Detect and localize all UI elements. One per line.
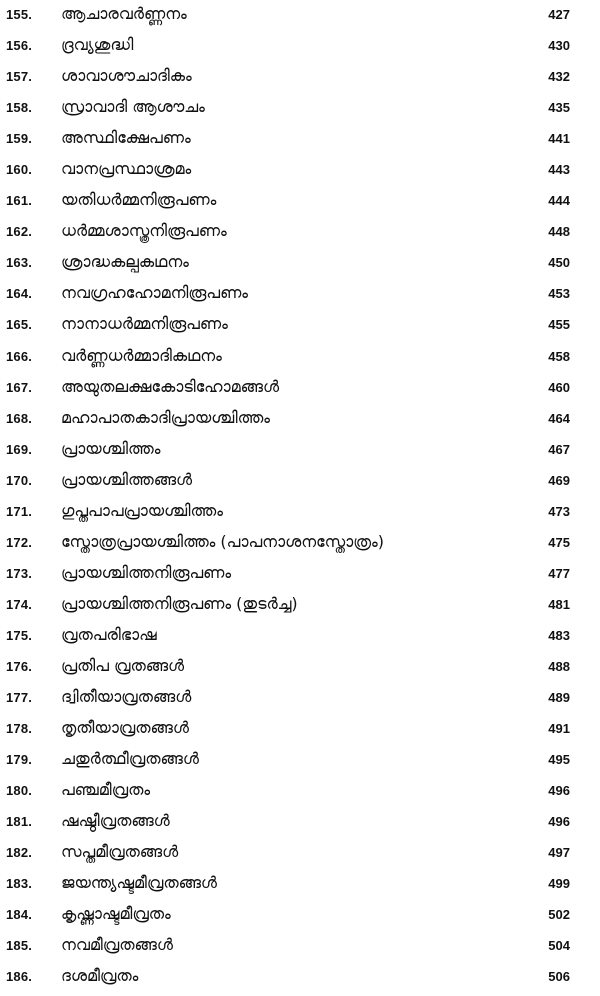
entry-number: 181. (6, 814, 33, 830)
entry-number: 182. (6, 845, 33, 861)
entry-title: നവഗ്രഹഹോമനിരൂപണം (61, 283, 248, 303)
entry-number: 163. (6, 255, 33, 271)
toc-entry (0, 157, 600, 188)
entry-page-number: 453 (548, 286, 570, 302)
entry-page-number: 475 (548, 534, 570, 550)
entry-title: സ്തോത്രപ്രായശ്ചിത്തം (പാപനാശനസ്തോത്രം) (61, 531, 384, 551)
toc-entry (0, 2, 600, 33)
entry-title: ധർമ്മശാസ്ത്രനിരൂപണം (61, 221, 227, 241)
entry-page-number: 435 (548, 100, 570, 116)
entry-number: 156. (6, 38, 33, 54)
entry-number: 157. (6, 69, 33, 85)
entry-page-number: 441 (548, 131, 570, 147)
entry-number: 179. (6, 752, 33, 768)
toc-entry (0, 685, 600, 716)
entry-title: പ്രായശ്ചിത്തം (61, 438, 161, 458)
entry-title: മഹാപാതകാദിപ്രായശ്ചിത്തം (61, 407, 271, 427)
entry-page-number: 496 (548, 783, 570, 799)
entry-title: ശാവാശൗചാദികം (61, 66, 192, 86)
entry-title: ദ്രവ്യശുദ്ധി (61, 35, 134, 55)
toc-entry (0, 499, 600, 530)
toc-entry (0, 344, 600, 375)
entry-number: 162. (6, 224, 33, 240)
entry-number: 166. (6, 348, 33, 364)
entry-title: ചതുർത്ഥീവ്രതങ്ങൾ (61, 749, 199, 769)
entry-title: ദശമീവ്രതം (61, 966, 139, 986)
entry-page-number: 483 (548, 627, 570, 643)
entry-title: പ്രായശ്ചിത്തനിരൂപണം (തുടർച്ച) (61, 593, 298, 613)
entry-page-number: 427 (548, 7, 570, 22)
entry-number: 169. (6, 441, 33, 457)
toc-entry (0, 592, 600, 623)
toc-entry (0, 654, 600, 685)
entry-number: 180. (6, 783, 33, 799)
entry-page-number: 469 (548, 472, 570, 488)
entry-page-number: 455 (548, 317, 570, 333)
entry-page-number: 460 (548, 379, 570, 395)
entry-number: 160. (6, 162, 33, 178)
entry-page-number: 450 (548, 255, 570, 271)
entry-title: സ്രാവാദി ആശൗചം (61, 97, 205, 117)
toc-entry (0, 64, 600, 95)
entry-number: 173. (6, 565, 33, 581)
entry-title: പ്രതിപ വ്രതങ്ങൾ (61, 655, 185, 675)
toc-entry (0, 468, 600, 499)
entry-title: പഞ്ചമീവ്രതം (61, 780, 151, 800)
entry-title: നാനാധർമ്മനിരൂപണം (61, 314, 228, 334)
entry-number: 176. (6, 658, 33, 674)
toc-entry (0, 933, 600, 964)
entry-title: വ്രതപരിഭാഷ (61, 624, 157, 644)
entry-page-number: 504 (548, 938, 570, 954)
entry-page-number: 489 (548, 690, 570, 706)
entry-number: 171. (6, 503, 33, 519)
entry-title: സപ്തമീവ്രതങ്ങൾ (61, 842, 179, 862)
entry-number: 164. (6, 286, 33, 302)
entry-page-number: 497 (548, 845, 570, 861)
entry-number: 170. (6, 472, 33, 488)
entry-page-number: 443 (548, 162, 570, 178)
toc-entry (0, 530, 600, 561)
toc-entry (0, 437, 600, 468)
entry-page-number: 467 (548, 441, 570, 457)
entry-number: 174. (6, 596, 33, 612)
toc-entry (0, 964, 600, 995)
entry-page-number: 444 (548, 193, 570, 209)
toc-entry (0, 312, 600, 343)
entry-page-number: 458 (548, 348, 570, 364)
entry-page-number: 473 (548, 503, 570, 519)
toc-entry (0, 375, 600, 406)
entry-number: 186. (6, 969, 33, 985)
entry-page-number: 464 (548, 410, 570, 426)
toc-entry (0, 902, 600, 933)
entry-number: 183. (6, 876, 33, 892)
toc-entry (0, 809, 600, 840)
entry-number: 175. (6, 627, 33, 643)
toc-entry (0, 778, 600, 809)
toc-entry (0, 716, 600, 747)
entry-page-number: 432 (548, 69, 570, 85)
entry-title: യതിധർമ്മനിരൂപണം (61, 190, 217, 210)
toc-entry (0, 871, 600, 902)
toc-entry (0, 561, 600, 592)
entry-number: 178. (6, 721, 33, 737)
entry-title: തൃതീയാവ്രതങ്ങൾ (61, 718, 189, 738)
entry-title: പ്രായശ്ചിത്തങ്ങൾ (61, 469, 193, 489)
entry-number: 172. (6, 534, 33, 550)
entry-title: ആചാരവർണ്ണനം (61, 4, 187, 23)
entry-number: 159. (6, 131, 33, 147)
entry-number: 185. (6, 938, 33, 954)
entry-number: 167. (6, 379, 33, 395)
entry-title: ഗുപ്തപാപപ്രായശ്ചിത്തം (61, 500, 223, 520)
toc-entry (0, 33, 600, 64)
toc-entry (0, 188, 600, 219)
entry-page-number: 506 (548, 969, 570, 985)
toc-entry (0, 281, 600, 312)
entry-title: അയുതലക്ഷകോടിഹോമങ്ങൾ (61, 376, 280, 396)
entry-title: വാനപ്രസ്ഥാശ്രമം (61, 159, 192, 179)
entry-page-number: 491 (548, 721, 570, 737)
entry-page-number: 488 (548, 658, 570, 674)
entry-page-number: 499 (548, 876, 570, 892)
entry-page-number: 496 (548, 814, 570, 830)
entry-page-number: 448 (548, 224, 570, 240)
entry-number: 184. (6, 907, 33, 923)
toc-entry (0, 747, 600, 778)
entry-page-number: 430 (548, 38, 570, 54)
entry-title: അസ്ഥിക്ഷേപണം (61, 128, 191, 148)
entry-page-number: 502 (548, 907, 570, 923)
entry-title: ഷഷ്ഠീവ്രതങ്ങൾ (61, 811, 170, 831)
entry-title: കൃഷ്ണാഷ്ടമീവ്രതം (61, 904, 171, 924)
table-of-contents (0, 2, 600, 996)
entry-title: ജയന്ത്യഷ്ടമീവ്രതങ്ങൾ (61, 873, 218, 893)
entry-title: വർണ്ണധർമ്മാദികഥനം (61, 345, 222, 365)
entry-title: പ്രായശ്ചിത്തനിരൂപണം (61, 562, 232, 582)
toc-entry (0, 623, 600, 654)
entry-number: 158. (6, 100, 33, 116)
entry-number: 155. (6, 7, 33, 22)
entry-page-number: 495 (548, 752, 570, 768)
toc-entry (0, 219, 600, 250)
entry-page-number: 481 (548, 596, 570, 612)
toc-entry (0, 406, 600, 437)
toc-entry (0, 126, 600, 157)
entry-number: 177. (6, 690, 33, 706)
entry-number: 161. (6, 193, 33, 209)
entry-page-number: 477 (548, 565, 570, 581)
entry-title: നവമീവ്രതങ്ങൾ (61, 935, 173, 955)
toc-entry (0, 250, 600, 281)
entry-title: ശ്രാദ്ധകല്പകഥനം (61, 252, 189, 272)
toc-entry (0, 95, 600, 126)
toc-entry (0, 840, 600, 871)
entry-number: 168. (6, 410, 33, 426)
entry-title: ദ്വിതീയാവ്രതങ്ങൾ (61, 687, 192, 707)
entry-number: 165. (6, 317, 33, 333)
